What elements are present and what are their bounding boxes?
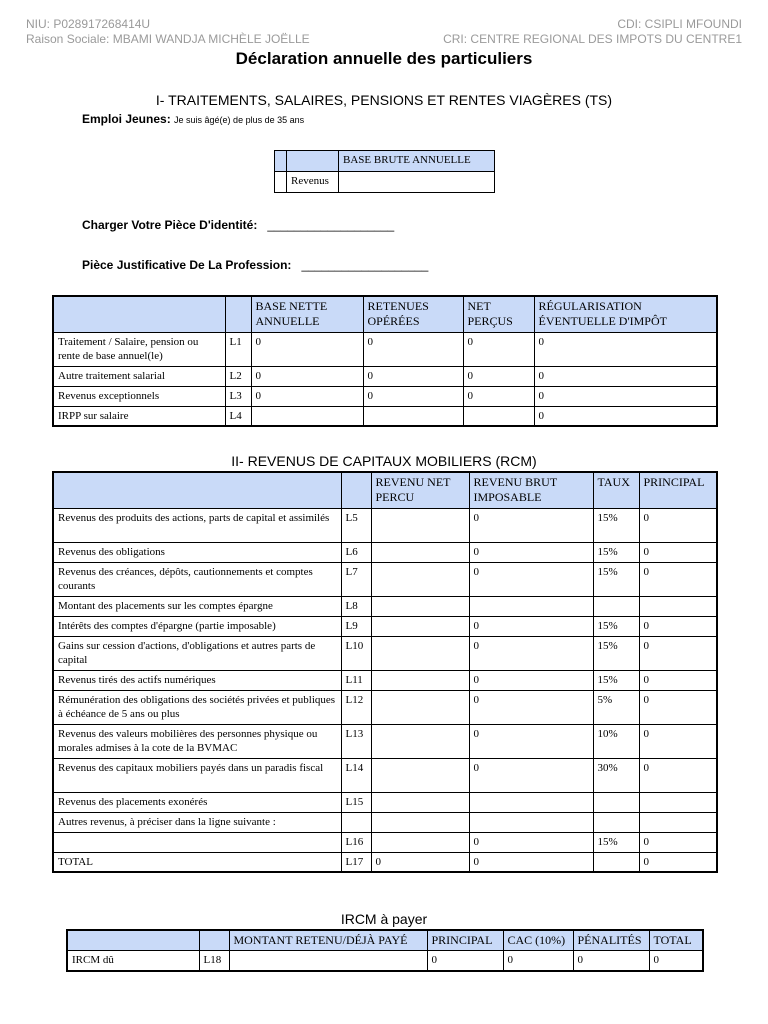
row-code: L15 bbox=[341, 792, 371, 812]
piece-identite-label: Charger Votre Pièce D'identité: bbox=[82, 218, 258, 232]
cell-input[interactable]: 15% bbox=[593, 508, 639, 542]
cell-input[interactable] bbox=[363, 406, 463, 426]
cell-input[interactable] bbox=[229, 951, 427, 971]
ircm-heading: IRCM à payer bbox=[340, 911, 428, 927]
cell-input[interactable]: 0 bbox=[649, 951, 703, 971]
cell-input[interactable]: 0 bbox=[251, 366, 363, 386]
niu-text: NIU: P028917268414U bbox=[26, 17, 151, 31]
cell-input[interactable]: 0 bbox=[469, 636, 593, 670]
cell-input[interactable]: 0 bbox=[469, 616, 593, 636]
cell-input[interactable] bbox=[371, 690, 469, 724]
ircm-header-cell: TOTAL bbox=[649, 930, 703, 951]
cell-input[interactable] bbox=[251, 406, 363, 426]
cell-input[interactable]: 15% bbox=[593, 636, 639, 670]
ircm-header-cell: PRINCIPAL bbox=[427, 930, 503, 951]
emploi-jeunes bbox=[82, 112, 304, 126]
cell-input[interactable]: 0 bbox=[469, 670, 593, 690]
cell-input[interactable] bbox=[371, 508, 469, 542]
row-code: L4 bbox=[225, 406, 251, 426]
cell-input[interactable] bbox=[371, 724, 469, 758]
row-label: Revenus des obligations bbox=[53, 542, 341, 562]
cell-input[interactable]: 0 bbox=[363, 386, 463, 406]
table-row bbox=[53, 332, 717, 366]
table-row bbox=[53, 616, 717, 636]
table-row bbox=[53, 724, 717, 758]
cell-input[interactable] bbox=[593, 852, 639, 872]
cell-input[interactable]: 0 bbox=[639, 562, 717, 596]
row-code: L17 bbox=[341, 852, 371, 872]
row-code: L9 bbox=[341, 616, 371, 636]
cell-input[interactable]: 10% bbox=[593, 724, 639, 758]
row-label: Gains sur cession d'actions, d'obligations et autres parts de capital bbox=[53, 636, 341, 670]
cell-input[interactable] bbox=[371, 542, 469, 562]
row-code: L2 bbox=[225, 366, 251, 386]
cell-input[interactable]: 0 bbox=[534, 386, 717, 406]
cell-input[interactable]: 0 bbox=[639, 542, 717, 562]
cell-input[interactable] bbox=[593, 812, 639, 832]
row-label: Revenus des placements exonérés bbox=[53, 792, 341, 812]
revenus-label: Revenus bbox=[287, 172, 339, 193]
table-row bbox=[53, 596, 717, 616]
row-code bbox=[341, 812, 371, 832]
cell-input[interactable]: 0 bbox=[251, 332, 363, 366]
row-label: Traitement / Salaire, pension ou rente de base annuel(le) bbox=[53, 332, 225, 366]
table-row bbox=[53, 386, 717, 406]
row-code: L1 bbox=[225, 332, 251, 366]
ircm-header-row bbox=[67, 930, 703, 951]
row-label: Montant des placements sur les comptes épargne bbox=[53, 596, 341, 616]
cell-input[interactable]: 0 bbox=[639, 724, 717, 758]
row-label: Revenus des créances, dépôts, cautionnements et comptes courants bbox=[53, 562, 341, 596]
piece-identite-upload[interactable]: ___________________ bbox=[267, 218, 395, 232]
cell-input[interactable] bbox=[371, 758, 469, 792]
row-code: L5 bbox=[341, 508, 371, 542]
rcm-table bbox=[52, 471, 718, 873]
table-row bbox=[53, 852, 717, 872]
cell-input[interactable]: 15% bbox=[593, 542, 639, 562]
rcm-header-cell bbox=[341, 472, 371, 508]
cell-input[interactable] bbox=[371, 596, 469, 616]
cell-input[interactable]: 15% bbox=[593, 832, 639, 852]
ircm-header-cell: MONTANT RETENU/DÉJÀ PAYÉ bbox=[229, 930, 427, 951]
revenus-input[interactable] bbox=[339, 172, 495, 193]
cell-input[interactable]: 0 bbox=[469, 724, 593, 758]
row-code: L12 bbox=[341, 690, 371, 724]
row-code: L14 bbox=[341, 758, 371, 792]
ircm-header-cell: PÉNALITÉS bbox=[573, 930, 649, 951]
piece-justificative-row bbox=[82, 258, 428, 272]
cell-input[interactable]: 0 bbox=[534, 406, 717, 426]
table-row bbox=[53, 812, 717, 832]
piece-justificative-label: Pièce Justificative De La Profession: bbox=[82, 258, 292, 272]
row-code: L16 bbox=[341, 832, 371, 852]
cell-input[interactable] bbox=[371, 792, 469, 812]
cell-input[interactable] bbox=[463, 406, 534, 426]
piece-identite-row bbox=[82, 218, 394, 232]
row-code: L8 bbox=[341, 596, 371, 616]
cell-input[interactable]: 0 bbox=[639, 670, 717, 690]
cell-input[interactable]: 0 bbox=[463, 386, 534, 406]
cell-input[interactable]: 0 bbox=[503, 951, 573, 971]
cell-input[interactable]: 0 bbox=[639, 832, 717, 852]
cell-input[interactable]: 15% bbox=[593, 670, 639, 690]
cell-input[interactable]: 0 bbox=[363, 366, 463, 386]
base-brute-header: BASE BRUTE ANNUELLE bbox=[339, 151, 495, 172]
cell-input[interactable]: 0 bbox=[534, 332, 717, 366]
table-row bbox=[53, 792, 717, 812]
base-brute-table bbox=[274, 150, 495, 193]
ts-header-row bbox=[53, 296, 717, 332]
cell-input[interactable] bbox=[371, 832, 469, 852]
cell-input[interactable] bbox=[371, 812, 469, 832]
row-label: Revenus exceptionnels bbox=[53, 386, 225, 406]
table-row bbox=[53, 832, 717, 852]
ircm-table bbox=[66, 929, 704, 972]
table-row bbox=[53, 542, 717, 562]
cell-input[interactable]: 5% bbox=[593, 690, 639, 724]
cell-input[interactable] bbox=[593, 596, 639, 616]
row-code: L10 bbox=[341, 636, 371, 670]
table-row bbox=[53, 690, 717, 724]
row-label: Rémunération des obligations des sociétés privées et publiques à échéance de 5 ans ou plus bbox=[53, 690, 341, 724]
rcm-header-cell: PRINCIPAL bbox=[639, 472, 717, 508]
cell-input[interactable] bbox=[639, 792, 717, 812]
cell-input[interactable]: 0 bbox=[639, 852, 717, 872]
cell-input[interactable]: 0 bbox=[639, 690, 717, 724]
ts-header-cell: RÉGULARISATION ÉVENTUELLE D'IMPÔT bbox=[534, 296, 717, 332]
cell-input[interactable]: 0 bbox=[639, 758, 717, 792]
cell-input[interactable]: 0 bbox=[534, 366, 717, 386]
cell-input[interactable]: 0 bbox=[469, 852, 593, 872]
page-title: Déclaration annuelle des particuliers bbox=[235, 49, 533, 68]
cell-input[interactable]: 0 bbox=[639, 508, 717, 542]
row-label bbox=[53, 832, 341, 852]
rcm-heading: II- REVENUS DE CAPITAUX MOBILIERS (RCM) bbox=[231, 453, 537, 469]
ts-header-cell: RETENUES OPÉRÉES bbox=[363, 296, 463, 332]
rcm-header-cell bbox=[53, 472, 341, 508]
cell-input[interactable]: 0 bbox=[427, 951, 503, 971]
ts-header-cell bbox=[53, 296, 225, 332]
ts-header-cell bbox=[225, 296, 251, 332]
cell-input[interactable]: 15% bbox=[593, 616, 639, 636]
table-row bbox=[53, 508, 717, 542]
rcm-header-cell: REVENU BRUT IMPOSABLE bbox=[469, 472, 593, 508]
row-label: Intérêts des comptes d'épargne (partie imposable) bbox=[53, 616, 341, 636]
row-label: IRCM dû bbox=[67, 951, 199, 971]
row-label: Revenus des produits des actions, parts de capital et assimilés bbox=[53, 508, 341, 542]
cell-input[interactable]: 0 bbox=[469, 832, 593, 852]
cell-input[interactable] bbox=[469, 792, 593, 812]
row-code: L3 bbox=[225, 386, 251, 406]
cell-input[interactable] bbox=[469, 596, 593, 616]
row-label: TOTAL bbox=[53, 852, 341, 872]
raison-sociale-text: Raison Sociale: MBAMI WANDJA MICHÈLE JOËLLE bbox=[26, 32, 310, 46]
row-label: IRPP sur salaire bbox=[53, 406, 225, 426]
table-row bbox=[53, 366, 717, 386]
rcm-header-cell: TAUX bbox=[593, 472, 639, 508]
ircm-header-cell bbox=[199, 930, 229, 951]
cell-input[interactable]: 0 bbox=[469, 758, 593, 792]
cell-input[interactable]: 0 bbox=[363, 332, 463, 366]
ts-table bbox=[52, 295, 718, 427]
piece-justificative-upload[interactable]: ___________________ bbox=[301, 258, 429, 272]
row-code: L7 bbox=[341, 562, 371, 596]
cell-input[interactable]: 0 bbox=[463, 332, 534, 366]
cell-input[interactable]: 0 bbox=[251, 386, 363, 406]
row-code: L6 bbox=[341, 542, 371, 562]
ts-header-cell: NET PERÇUS bbox=[463, 296, 534, 332]
row-label: Revenus tirés des actifs numériques bbox=[53, 670, 341, 690]
ircm-header-cell: CAC (10%) bbox=[503, 930, 573, 951]
cell-input[interactable]: 0 bbox=[573, 951, 649, 971]
cell-input[interactable]: 30% bbox=[593, 758, 639, 792]
cell-input[interactable] bbox=[469, 812, 593, 832]
ts-header-cell: BASE NETTE ANNUELLE bbox=[251, 296, 363, 332]
cell-input[interactable] bbox=[639, 812, 717, 832]
cell-input[interactable]: 15% bbox=[593, 562, 639, 596]
cell-input[interactable] bbox=[371, 636, 469, 670]
rcm-header-row bbox=[53, 472, 717, 508]
row-code: L11 bbox=[341, 670, 371, 690]
cell-input[interactable]: 0 bbox=[371, 852, 469, 872]
cell-input[interactable]: 0 bbox=[469, 542, 593, 562]
table-row bbox=[53, 758, 717, 792]
row-label: Autre traitement salarial bbox=[53, 366, 225, 386]
cell-input[interactable]: 0 bbox=[639, 636, 717, 670]
row-label: Autres revenus, à préciser dans la ligne suivante : bbox=[53, 812, 341, 832]
cell-input[interactable]: 0 bbox=[469, 508, 593, 542]
table-row bbox=[53, 562, 717, 596]
emploi-jeunes-label: Emploi Jeunes: bbox=[82, 112, 171, 126]
table-row bbox=[53, 636, 717, 670]
row-label: Revenus des capitaux mobiliers payés dans un paradis fiscal bbox=[53, 758, 341, 792]
cell-input[interactable]: 0 bbox=[469, 690, 593, 724]
cell-input[interactable] bbox=[593, 792, 639, 812]
ircm-header-cell bbox=[67, 930, 199, 951]
rcm-header-cell: REVENU NET PERCU bbox=[371, 472, 469, 508]
cell-input[interactable]: 0 bbox=[469, 562, 593, 596]
row-code: L18 bbox=[199, 951, 229, 971]
cell-input[interactable]: 0 bbox=[463, 366, 534, 386]
cell-input[interactable] bbox=[371, 562, 469, 596]
row-label: Revenus des valeurs mobilières des personnes physique ou morales admises à la cote de la BVMAC bbox=[53, 724, 341, 758]
cell-input[interactable] bbox=[639, 596, 717, 616]
ts-heading: I- TRAITEMENTS, SALAIRES, PENSIONS ET RENTES VIAGÈRES (TS) bbox=[155, 92, 613, 108]
cri-text: CRI: CENTRE REGIONAL DES IMPOTS DU CENTRE1 bbox=[443, 32, 742, 46]
table-row bbox=[53, 670, 717, 690]
table-row bbox=[67, 951, 703, 971]
cdi-text: CDI: CSIPLI MFOUNDI bbox=[617, 17, 742, 31]
emploi-jeunes-value[interactable]: Je suis âgé(e) de plus de 35 ans bbox=[174, 115, 305, 125]
row-code: L13 bbox=[341, 724, 371, 758]
cell-input[interactable] bbox=[371, 670, 469, 690]
cell-input[interactable]: 0 bbox=[639, 616, 717, 636]
cell-input[interactable] bbox=[371, 616, 469, 636]
table-row bbox=[53, 406, 717, 426]
